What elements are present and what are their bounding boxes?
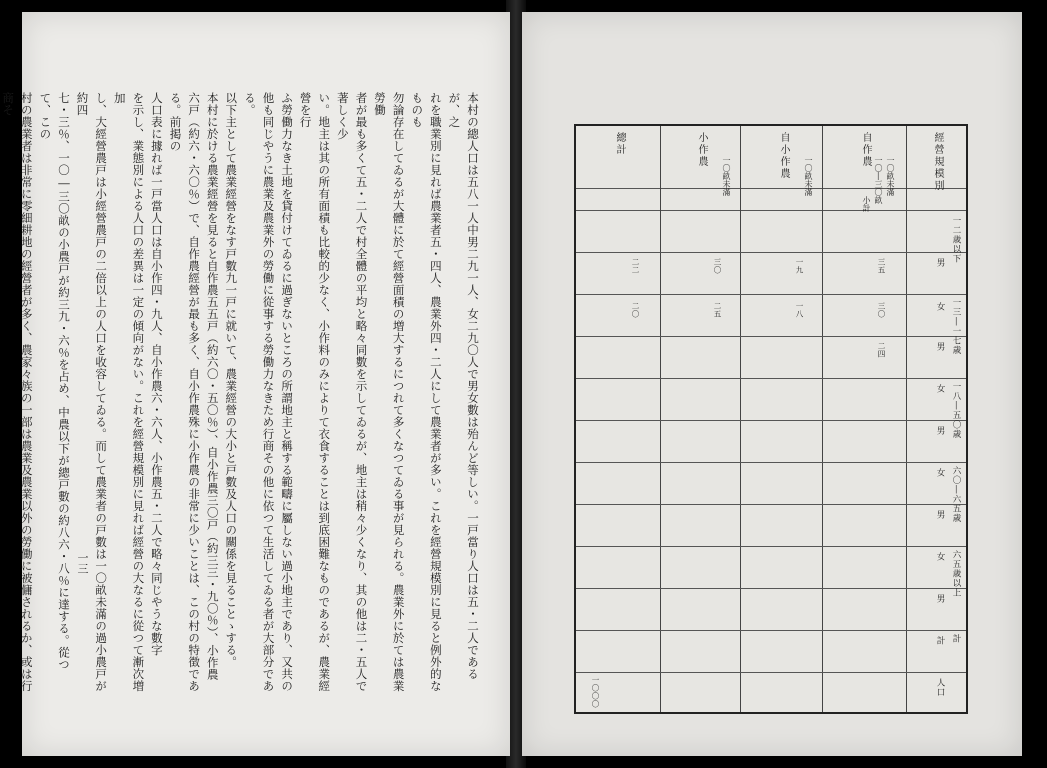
size-subheader: 一〇畝未滿 [722, 156, 731, 196]
text-line: 以下主として農業經營をなす戸數九一戸に就いて、農業經營の大小と戸數及人口の關係を見ることゝする。 [224, 92, 239, 668]
right-page [522, 12, 1022, 756]
sex-label: 男 [935, 510, 945, 520]
size-subheader: 一〇畝未滿 [804, 156, 813, 196]
text-line: 勿論存在してゐるが大體に於て經營面積の増大するにつれて多くなつてゐる事が見られる。農業外に於ては農業勞働 [373, 92, 406, 692]
table-column-rule [660, 126, 661, 712]
table-cell: 一九 [795, 258, 804, 274]
table-row-rule [576, 672, 966, 673]
population-table [574, 124, 968, 714]
text-line: ふ勞働力なき土地を貸付けてゐるに過ぎないところの所謂地主と稱する範疇に屬しない過小地主であり、又共の [280, 92, 295, 692]
text-line: 他も同じやうに農業及農業外の勞働に從事する勞働力なきため行商その他に依つて生活してゐる者が大部分である。 [242, 92, 276, 692]
table-row-rule [576, 378, 966, 379]
table-row-rule [576, 252, 966, 253]
group-header: 自小作農 [778, 132, 789, 180]
table-cell: 一八 [795, 302, 804, 318]
table-cell: 二〇 [631, 302, 640, 318]
table-row-rule [576, 546, 966, 547]
text-line: 七・三％、一〇―三〇畝の小農戸が約三九・六％を占め、中農以下が總戸數の約八六・八％に達する。從つて、この [38, 92, 71, 671]
text-line: 六戸（約六・六〇％）で、自作農經營が最も多く、自小作農殊に小作農の非常に少いことは、この村の特徴である。前掲の [168, 92, 202, 692]
text-line: を示し、業態別による人口の差異は一定の傾向がない。これを經營規模別に見れば經營の大なるに從つて漸次増加 [112, 92, 146, 692]
table-column-rule [822, 126, 823, 712]
text-line: 人口表に據れば一戸當人口は自小作四・九人、自小作農六・六人、小作農五・二人で略々同じやうな數字 [149, 92, 164, 656]
table-cell: 三〇 [877, 302, 886, 318]
table-header-rule [576, 188, 966, 189]
table-row-rule [576, 630, 966, 631]
page-number: 一三 [76, 552, 89, 574]
table-row-rule [576, 588, 966, 589]
group-header: 總計 [614, 132, 625, 156]
table-header-rule [576, 210, 966, 211]
table-row-rule [576, 504, 966, 505]
sex-label: 女 [935, 384, 945, 394]
sex-label: 男 [935, 342, 945, 352]
group-header: 自作農 [860, 132, 871, 168]
sex-label: 男 [935, 594, 945, 604]
table-cell: 二二 [631, 258, 640, 274]
size-subheader: 一〇―三〇畝 [874, 156, 883, 204]
sex-label: 女 [935, 468, 945, 478]
left-page [1, 12, 510, 756]
age-band-label: 一八―五〇歳 [951, 382, 961, 439]
size-subheader: 一〇畝未滿 [886, 156, 895, 196]
table-cell: 二五 [713, 302, 722, 318]
age-band-label: 一三―一七歳 [951, 298, 961, 355]
text-line: 本村に於ける農業經營を見ると自作農五五戸（約六〇・五〇％）、自小作農三〇戸（約三三・九〇％）、小作農 [205, 92, 220, 681]
category-header: 經營規模別 [932, 132, 943, 192]
table-cell: 三五 [877, 258, 886, 274]
group-header: 小作農 [696, 132, 707, 168]
sex-label: 女 [935, 552, 945, 562]
sex-label: 女 [935, 302, 945, 312]
age-band-label: 六〇―六五歳 [951, 466, 961, 523]
table-row-rule [576, 462, 966, 463]
text-line: し、大經營農戸は小經營農戸の二倍以上の人口を收容してゐる。而して農業者の戸數は一〇畝未滿の過小農戸が約四 [75, 92, 109, 692]
table-row-rule [576, 294, 966, 295]
text-line: れを職業別に見れば農業者五・四人、農業外四・二人にして農業者が多い。これを經營規模別に見ると例外的なものも [410, 92, 443, 692]
table-row-rule [576, 336, 966, 337]
size-subheader: 小計 [862, 196, 871, 212]
text-line: 村の農業者は非常に零細耕地の經營者が多く、農家々族の一部は農業及農業以外の勞働に被傭されるか、或は行商そ [1, 92, 34, 692]
table-cell: 三〇 [713, 258, 722, 274]
table-column-rule [740, 126, 741, 712]
sex-label: 男 [935, 426, 945, 436]
table-row-rule [576, 420, 966, 421]
table-cell: 二四 [877, 342, 886, 358]
text-line: い。地主は其の所有面積も比較的少なく、小作料のみによりて衣食することは到底困難なものであるが、農業經營を行 [298, 92, 332, 692]
text-line: 者が最も多くて五・二人で村全體の平均と略々同數を示してゐるが、地主は稍々少くなり、其の他は二・五人で著しく少 [335, 92, 369, 692]
age-band-label: 六五歳以上 [951, 550, 961, 598]
age-band-label: 計 [951, 634, 961, 644]
table-cell: 一〇〇〇 [591, 676, 600, 708]
sex-label: 計 [935, 636, 945, 646]
table-column-rule [906, 126, 907, 712]
population-label: 人口 [935, 678, 945, 697]
text-line: 本村の總人口は五八一人中男二九一人、女二九〇人で男女數は殆んど等しい。一戸當り人口は五・二人であるが、之 [447, 92, 480, 680]
body-text [0, 92, 482, 692]
age-band-label: 一二歳以下 [951, 216, 961, 264]
sex-label: 男 [935, 258, 945, 268]
